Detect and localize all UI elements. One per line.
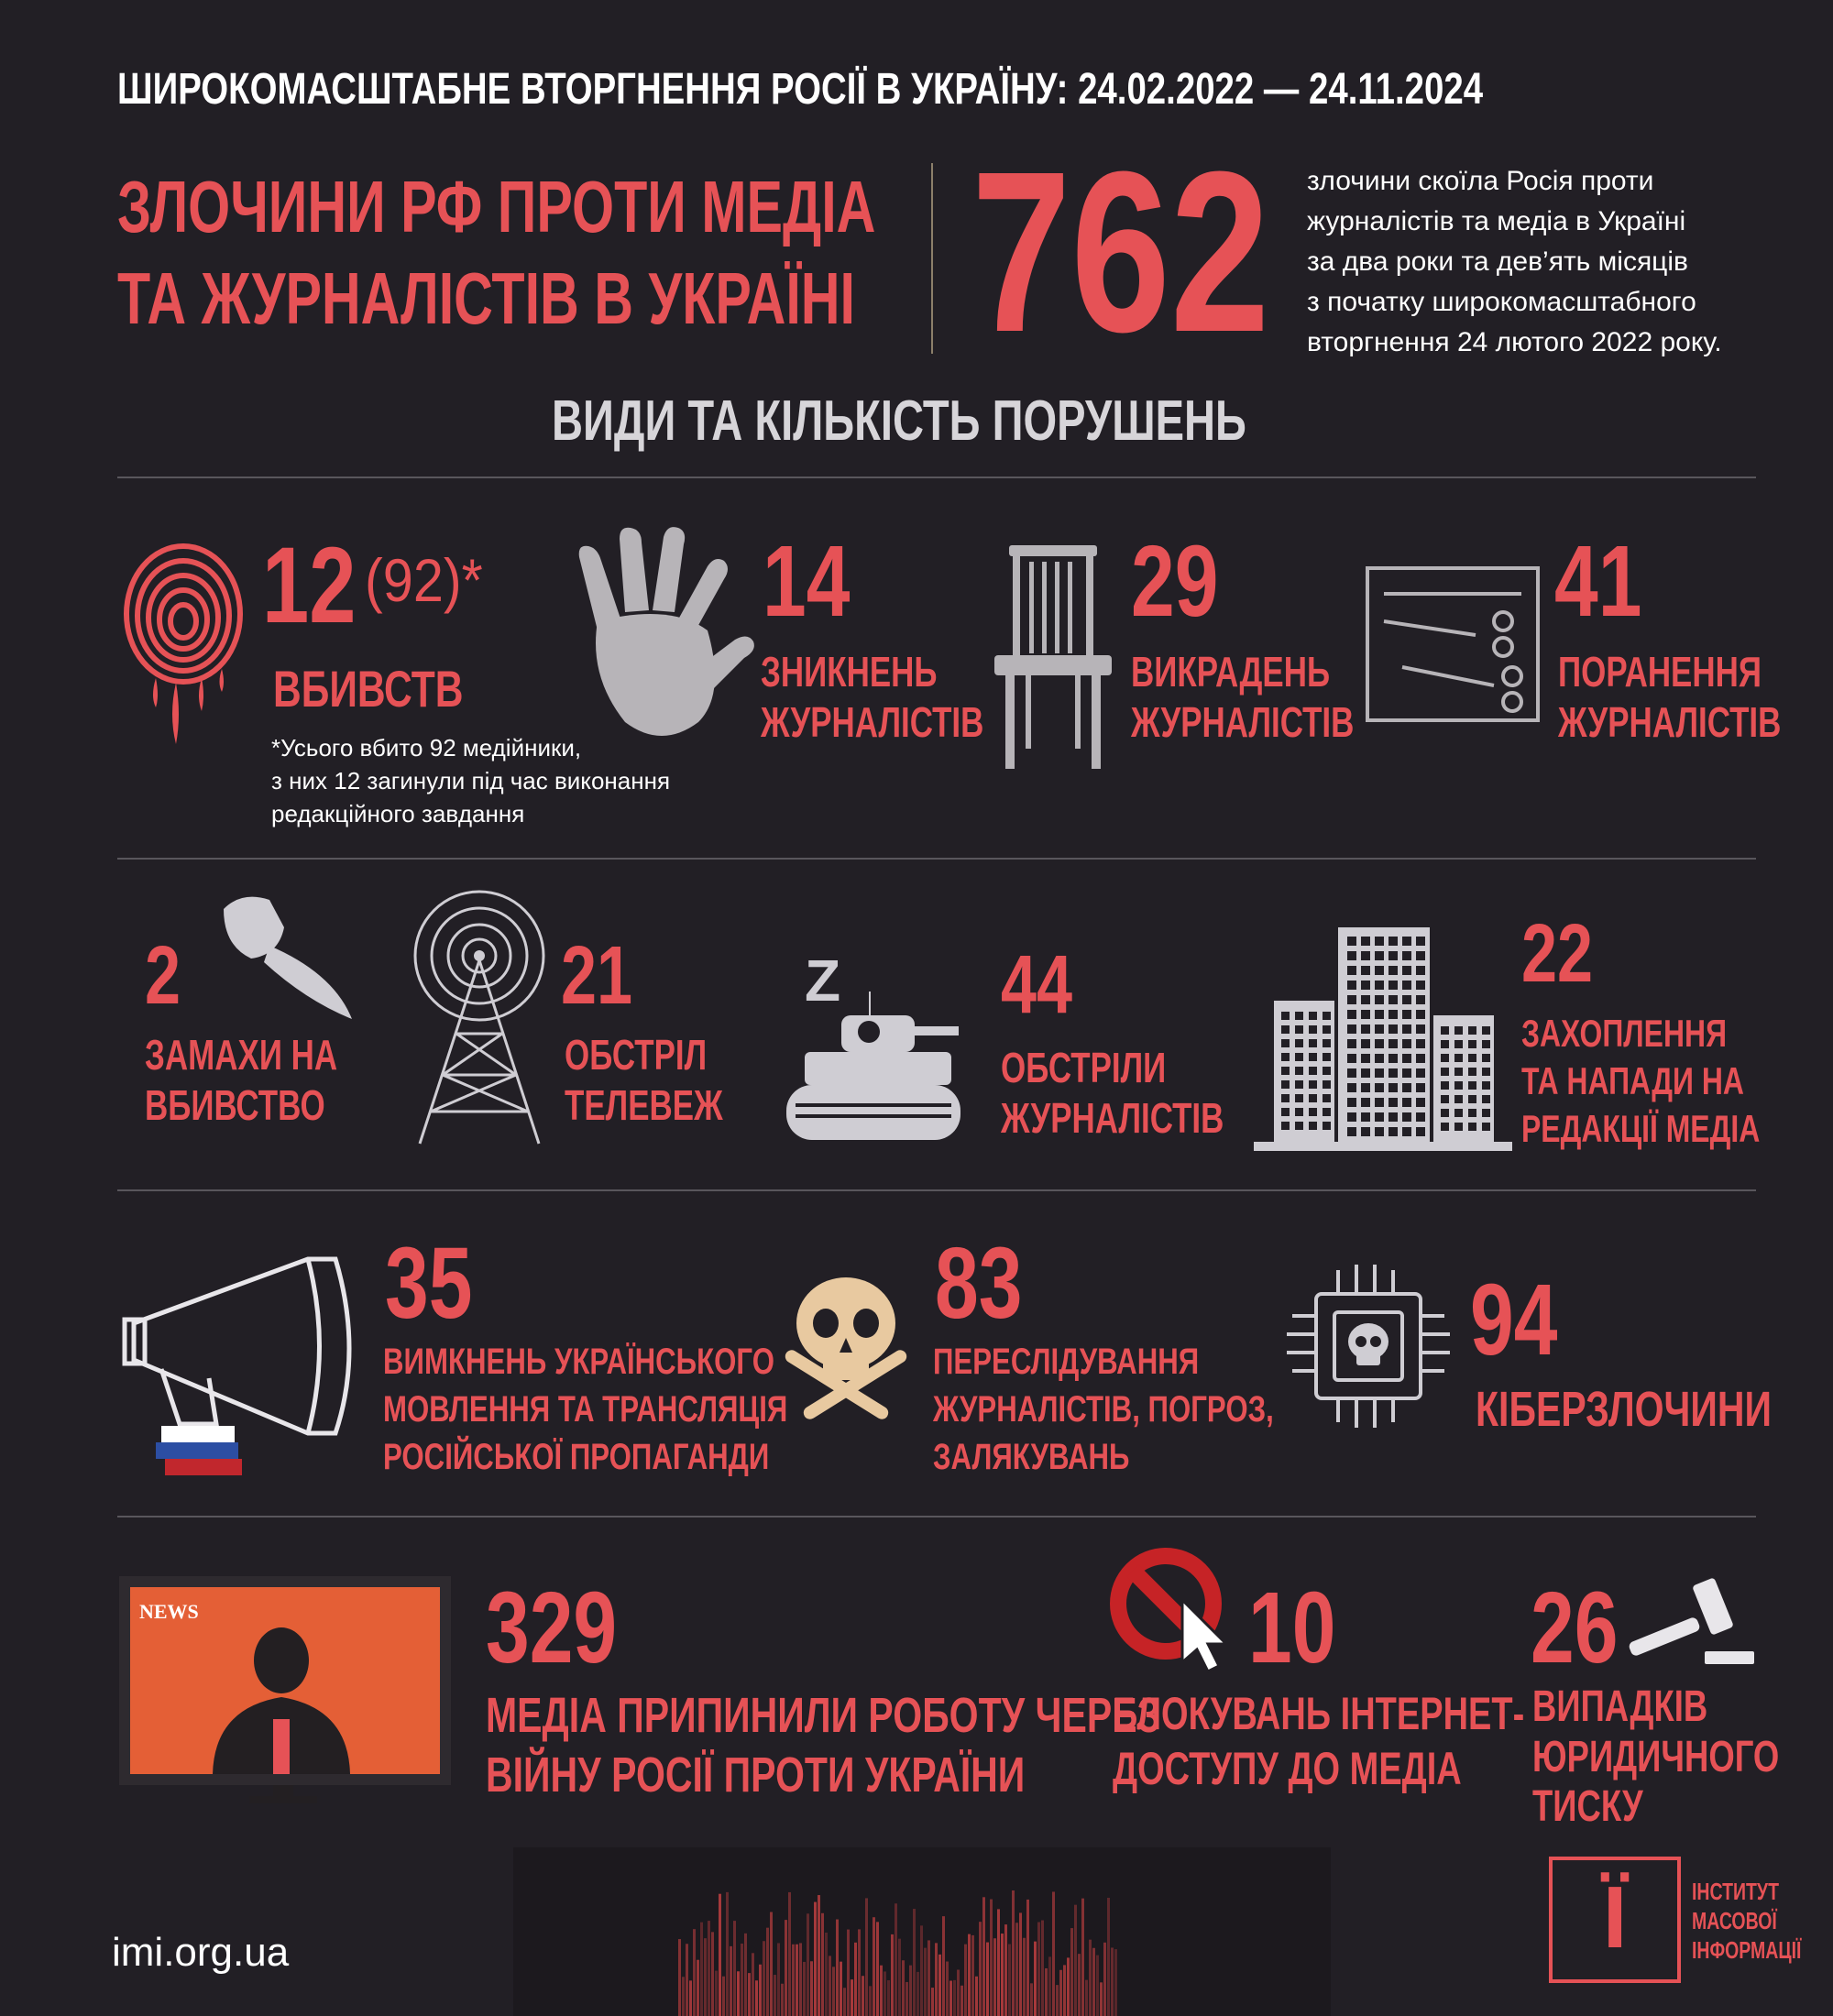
legal-value: 26: [1531, 1572, 1619, 1684]
surgical-tools-icon: [1366, 566, 1540, 722]
decorative-city-silhouette: [513, 1847, 1331, 2016]
propaganda-label: ВИМКНЕНЬ УКРАЇНСЬКОГО МОВЛЕННЯ ТА ТРАНСЛЯЦІЯ РОСІЙСЬКОЇ ПРОПАГАНДИ: [383, 1342, 788, 1477]
attempts-value: 2: [145, 930, 181, 1022]
divider-4: [117, 1516, 1756, 1517]
injuries-value: 41: [1554, 525, 1642, 638]
section-title: ВИДИ ТА КІЛЬКІСТЬ ПОРУШЕНЬ: [552, 389, 1246, 453]
shelling-value: 44: [1001, 939, 1073, 1031]
main-title-line1: ЗЛОЧИНИ РФ ПРОТИ МЕДІА: [117, 166, 876, 247]
killings-note: *Усього вбито 92 медійники, з них 12 загинули під час виконання редакційного завдання: [271, 734, 671, 827]
killings-total-value: (92)*: [365, 546, 483, 614]
tv-towers-value: 21: [561, 930, 633, 1022]
attempts-label: ЗАМАХИ НА ВБИВСТВО: [145, 1031, 338, 1130]
news-screen-icon: [112, 1576, 455, 1829]
seizures-value: 22: [1521, 908, 1594, 1000]
legal-label: ВИПАДКІВ ЮРИДИЧНОГО ТИСКУ: [1532, 1682, 1780, 1832]
imi-logo: [1549, 1857, 1681, 1983]
skull-crossbones-icon: [768, 1268, 924, 1433]
media-closed-label: МЕДІА ПРИПИНИЛИ РОБОТУ ЧЕРЕЗ ВІЙНУ РОСІЇ ПРОТИ УКРАЇНИ: [486, 1688, 1161, 1802]
propaganda-value: 35: [385, 1227, 473, 1340]
divider-2: [117, 858, 1756, 860]
total-count: 762: [971, 124, 1270, 379]
cyber-label: КІБЕРЗЛОЧИНИ: [1476, 1382, 1773, 1437]
screen-news-text: NEWS: [139, 1600, 199, 1623]
building-icon: [1254, 927, 1512, 1152]
total-description: злочини скоїла Росія проти журналістів та медіа в Україні за два роки та дев’ять місяців з початку широкомасштабного вторгнення 24 лютого 2022 року.: [1307, 166, 1722, 357]
divider-3: [117, 1189, 1756, 1191]
abductions-label: ВИКРАДЕНЬ ЖУРНАЛІСТІВ: [1131, 648, 1355, 747]
disappearances-value: 14: [763, 525, 851, 638]
blocked-cursor-icon: [1109, 1547, 1246, 1675]
knife-icon: [214, 891, 361, 1019]
handprint-icon: [561, 520, 763, 750]
media-closed-value: 329: [486, 1572, 618, 1684]
killings-value: 12: [262, 525, 357, 646]
main-title-line2: ТА ЖУРНАЛІСТІВ В УКРАЇНІ: [117, 257, 855, 339]
abductions-value: 29: [1131, 525, 1219, 638]
shelling-label: ОБСТРІЛИ ЖУРНАЛІСТІВ: [1001, 1044, 1224, 1143]
top-title: ШИРОКОМАСШТАБНЕ ВТОРГНЕННЯ РОСІЇ В УКРАЇНУ: 24.02.2022 — 24.11.2024: [117, 65, 1484, 114]
persecution-label: ПЕРЕСЛІДУВАННЯ ЖУРНАЛІСТІВ, ПОГРОЗ, ЗАЛЯКУВАНЬ: [933, 1342, 1274, 1477]
killings-label: ВБИВСТВ: [273, 660, 464, 718]
tv-tower-icon: [411, 887, 548, 1148]
megaphone-icon: [125, 1241, 363, 1488]
svg-text:Z: Z: [805, 948, 841, 1013]
divider-1: [117, 477, 1756, 478]
cyber-value: 94: [1470, 1264, 1558, 1376]
disappearances-label: ЗНИКНЕНЬ ЖУРНАЛІСТІВ: [761, 648, 984, 747]
tv-towers-label: ОБСТРІЛ ТЕЛЕВЕЖ: [565, 1031, 723, 1130]
imi-logo-text: ІНСТИТУТ МАСОВОЇ ІНФОРМАЦІЇ: [1692, 1878, 1802, 1964]
tank-icon: [786, 948, 960, 1147]
chip-skull-icon: [1283, 1261, 1454, 1431]
gavel-icon: [1628, 1576, 1756, 1677]
imi-logo-letter: Ї: [1602, 1868, 1628, 1967]
site-link[interactable]: imi.org.ua: [112, 1930, 290, 1975]
blocking-value: 10: [1248, 1572, 1336, 1684]
injuries-label: ПОРАНЕННЯ ЖУРНАЛІСТІВ: [1558, 648, 1782, 747]
blocking-label: БЛОКУВАНЬ ІНТЕРНЕТ- ДОСТУПУ ДО МЕДІА: [1113, 1688, 1525, 1794]
title-divider: [931, 163, 933, 354]
fingerprint-icon: [119, 541, 247, 751]
chair-icon: [994, 545, 1114, 770]
persecution-value: 83: [935, 1227, 1023, 1340]
seizures-label: ЗАХОПЛЕННЯ ТА НАПАДИ НА РЕДАКЦІЇ МЕДІА: [1521, 1012, 1761, 1151]
